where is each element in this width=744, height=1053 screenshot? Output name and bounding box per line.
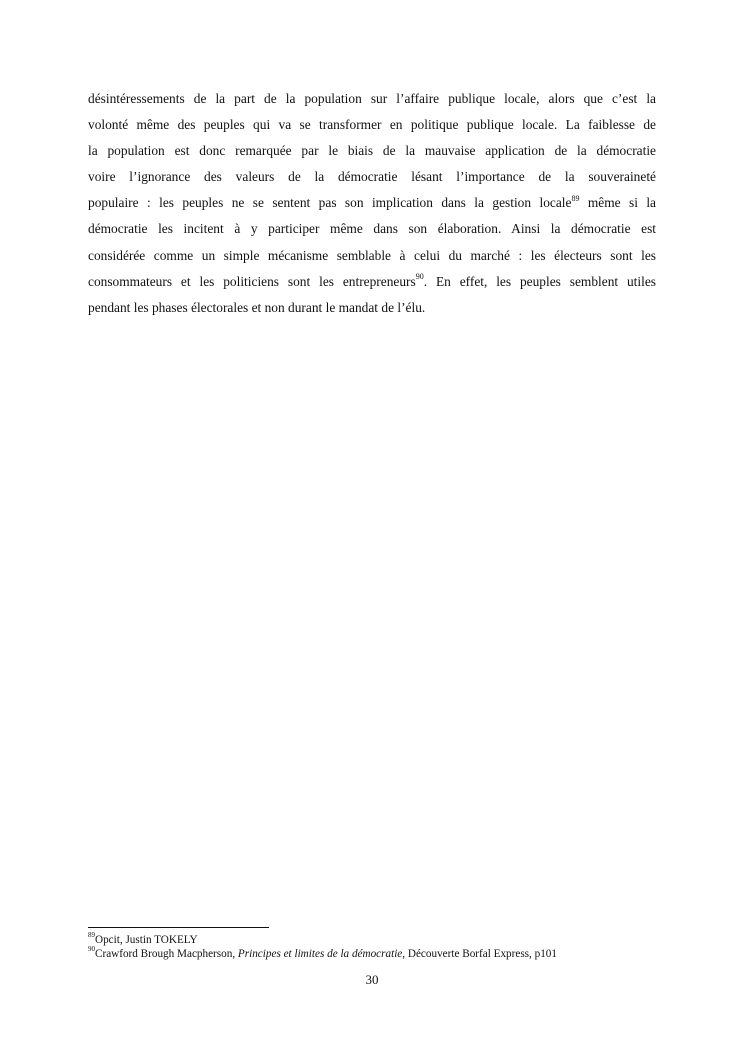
page-number: 30 [365,972,379,987]
line-text: même si la [579,195,657,211]
footnote-separator [88,927,269,928]
paragraph-line: démocratie les incitent à y participer même dans son élaboration. Ainsi la démocratie est [88,221,656,237]
paragraph-line: la population est donc remarquée par le biais de la mauvaise application de la démocratie [88,143,656,159]
footnote-text: Opcit, Justin TOKELY [95,934,198,946]
footnote-ref-89[interactable]: 89 [571,193,580,203]
paragraph-line: considérée comme un simple mécanisme semblable à celui du marché : les électeurs sont les [88,247,656,263]
line-text: consommateurs et les politiciens sont les entrepreneurs [88,273,416,289]
paragraph-line: voire l’ignorance des valeurs de la démocratie lésant l’importance de la souveraineté [88,169,656,185]
footnote-ref-90[interactable]: 90 [415,272,424,282]
paragraph-line: volonté même des peuples qui va se transformer en politique publique locale. La faiblesse de [88,117,656,133]
paragraph-line [88,190,656,216]
footnote-book-title: Principes et limites de la démocratie [237,948,403,960]
footnote-number: 90 [88,945,95,954]
paragraph-line: pendant les phases électorales et non durant le mandat de l’élu. [88,299,426,315]
footnote-90 [88,947,688,961]
footnote-publisher: , Découverte Borfal Express, p101 [402,948,557,960]
footnote-number: 89 [88,931,95,940]
body-paragraph [88,86,656,321]
paragraph-line: désintéressements de la part de la population sur l’affaire publique locale, alors que c’est la [88,91,656,106]
line-text: populaire : les peuples ne se sentent pas son implication dans la gestion locale [88,195,572,211]
footnote-author: Crawford Brough Macpherson, [95,948,238,960]
line-text: . En effet, les peuples semblent utiles [423,273,656,289]
paragraph-line [88,269,656,295]
footnotes-section [88,933,688,961]
footnote-89 [88,933,688,947]
